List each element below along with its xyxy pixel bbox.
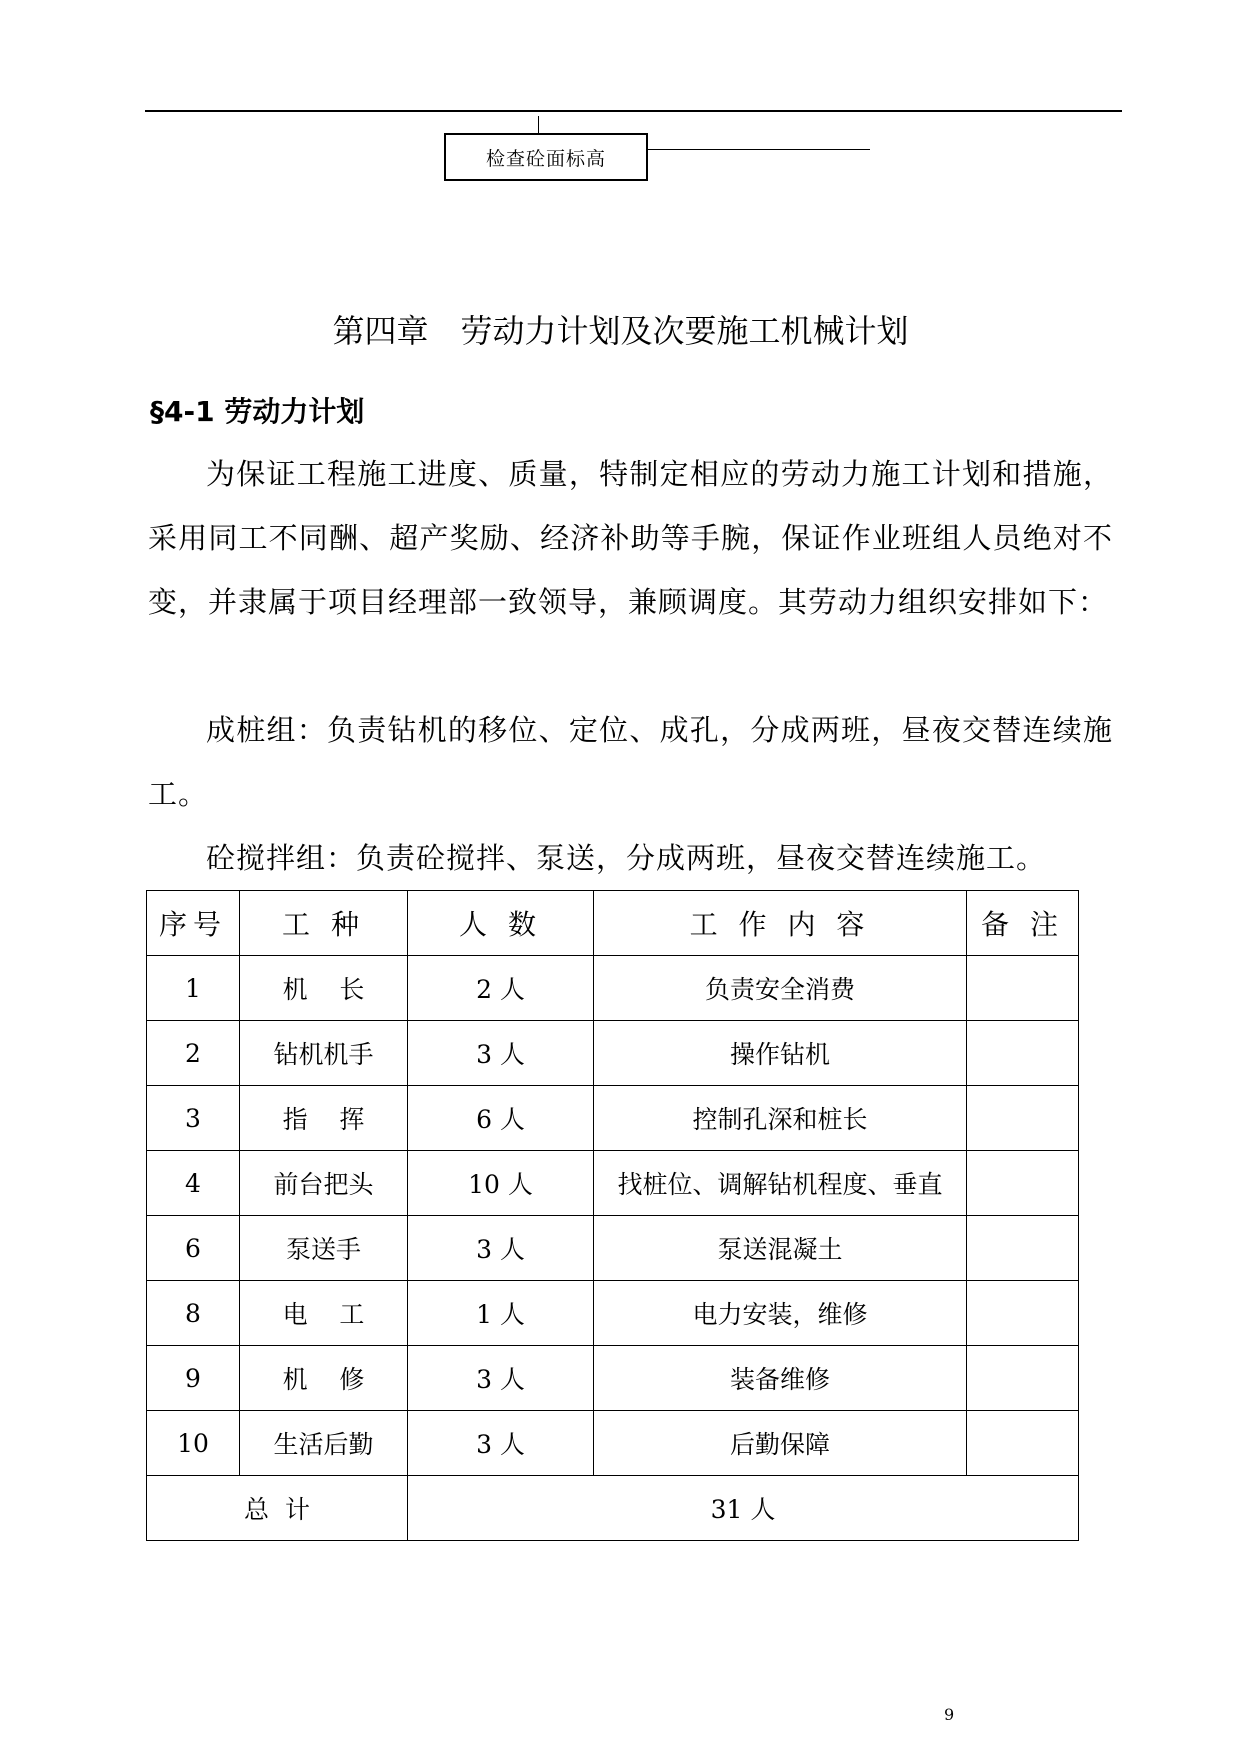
cell-note	[967, 956, 1079, 1021]
cell-note	[967, 1281, 1079, 1346]
page-number: 9	[944, 1705, 955, 1724]
cell-note	[967, 1151, 1079, 1216]
cell-count: 3 人	[408, 1216, 594, 1281]
cell-count: 3 人	[408, 1021, 594, 1086]
cell-no: 4	[147, 1151, 240, 1216]
table-header-row	[147, 891, 1079, 956]
table-row	[147, 1411, 1079, 1476]
top-rule-line	[145, 110, 1122, 112]
concrete-group-paragraph: 砼搅拌组：负责砼搅拌、泵送，分成两班，昼夜交替连续施工。	[206, 841, 1047, 875]
cell-trade: 泵送手	[240, 1216, 408, 1281]
cell-trade: 钻机机手	[240, 1021, 408, 1086]
cell-task: 电力安装，维修	[594, 1281, 967, 1346]
cell-no: 8	[147, 1281, 240, 1346]
flowchart-branch-line	[648, 149, 870, 150]
table-row	[147, 956, 1079, 1021]
flowchart-box-label: 检查砼面标高	[485, 147, 606, 170]
table-row	[147, 1086, 1079, 1151]
table-row	[147, 1216, 1079, 1281]
cell-trade: 机 长	[240, 956, 408, 1021]
cell-task: 后勤保障	[594, 1411, 967, 1476]
cell-count: 1 人	[408, 1281, 594, 1346]
cell-note	[967, 1346, 1079, 1411]
cell-no: 10	[147, 1411, 240, 1476]
section-title: §4-1 劳动力计划	[150, 395, 365, 428]
table-row	[147, 1021, 1079, 1086]
cell-trade: 电 工	[240, 1281, 408, 1346]
cell-trade: 前台把头	[240, 1151, 408, 1216]
cell-count: 3 人	[408, 1346, 594, 1411]
total-label: 总 计	[147, 1476, 408, 1541]
table-total-row	[147, 1476, 1079, 1541]
flowchart-connector	[538, 116, 539, 134]
intro-paragraph: 为保证工程施工进度、质量，特制定相应的劳动力施工计划和措施，采用同工不同酬、超产奖励、经济补助等手腕，保证作业班组人员绝对不变，并隶属于项目经理部一致领导，兼顾调度。其劳动力组织安排如下：	[148, 457, 1113, 619]
cell-no: 9	[147, 1346, 240, 1411]
cell-note	[967, 1411, 1079, 1476]
cell-task: 负责安全消费	[594, 956, 967, 1021]
cell-trade: 指 挥	[240, 1086, 408, 1151]
cell-no: 3	[147, 1086, 240, 1151]
cell-note	[967, 1086, 1079, 1151]
cell-no: 1	[147, 956, 240, 1021]
table-row	[147, 1281, 1079, 1346]
cell-note	[967, 1021, 1079, 1086]
pile-group-paragraph: 成桩组：负责钻机的移位、定位、成孔，分成两班，昼夜交替连续施工。	[148, 713, 1113, 811]
cell-task: 泵送混凝土	[594, 1216, 967, 1281]
header-no: 序号	[147, 891, 240, 956]
cell-note	[967, 1216, 1079, 1281]
cell-task: 装备维修	[594, 1346, 967, 1411]
header-trade: 工 种	[240, 891, 408, 956]
flowchart-box	[444, 133, 648, 181]
cell-task: 找桩位、调解钻机程度、垂直	[594, 1151, 967, 1216]
header-count: 人 数	[408, 891, 594, 956]
cell-task: 控制孔深和桩长	[594, 1086, 967, 1151]
cell-count: 10 人	[408, 1151, 594, 1216]
chapter-title: 第四章 劳动力计划及次要施工机械计划	[332, 312, 909, 350]
cell-count: 3 人	[408, 1411, 594, 1476]
cell-no: 6	[147, 1216, 240, 1281]
cell-no: 2	[147, 1021, 240, 1086]
cell-count: 2 人	[408, 956, 594, 1021]
table-row	[147, 1346, 1079, 1411]
cell-trade: 生活后勤	[240, 1411, 408, 1476]
labor-plan-table	[146, 890, 1079, 1541]
cell-task: 操作钻机	[594, 1021, 967, 1086]
header-note: 备 注	[967, 891, 1079, 956]
total-value: 31 人	[408, 1476, 1079, 1541]
header-task: 工 作 内 容	[594, 891, 967, 956]
table-row	[147, 1151, 1079, 1216]
cell-count: 6 人	[408, 1086, 594, 1151]
cell-trade: 机 修	[240, 1346, 408, 1411]
